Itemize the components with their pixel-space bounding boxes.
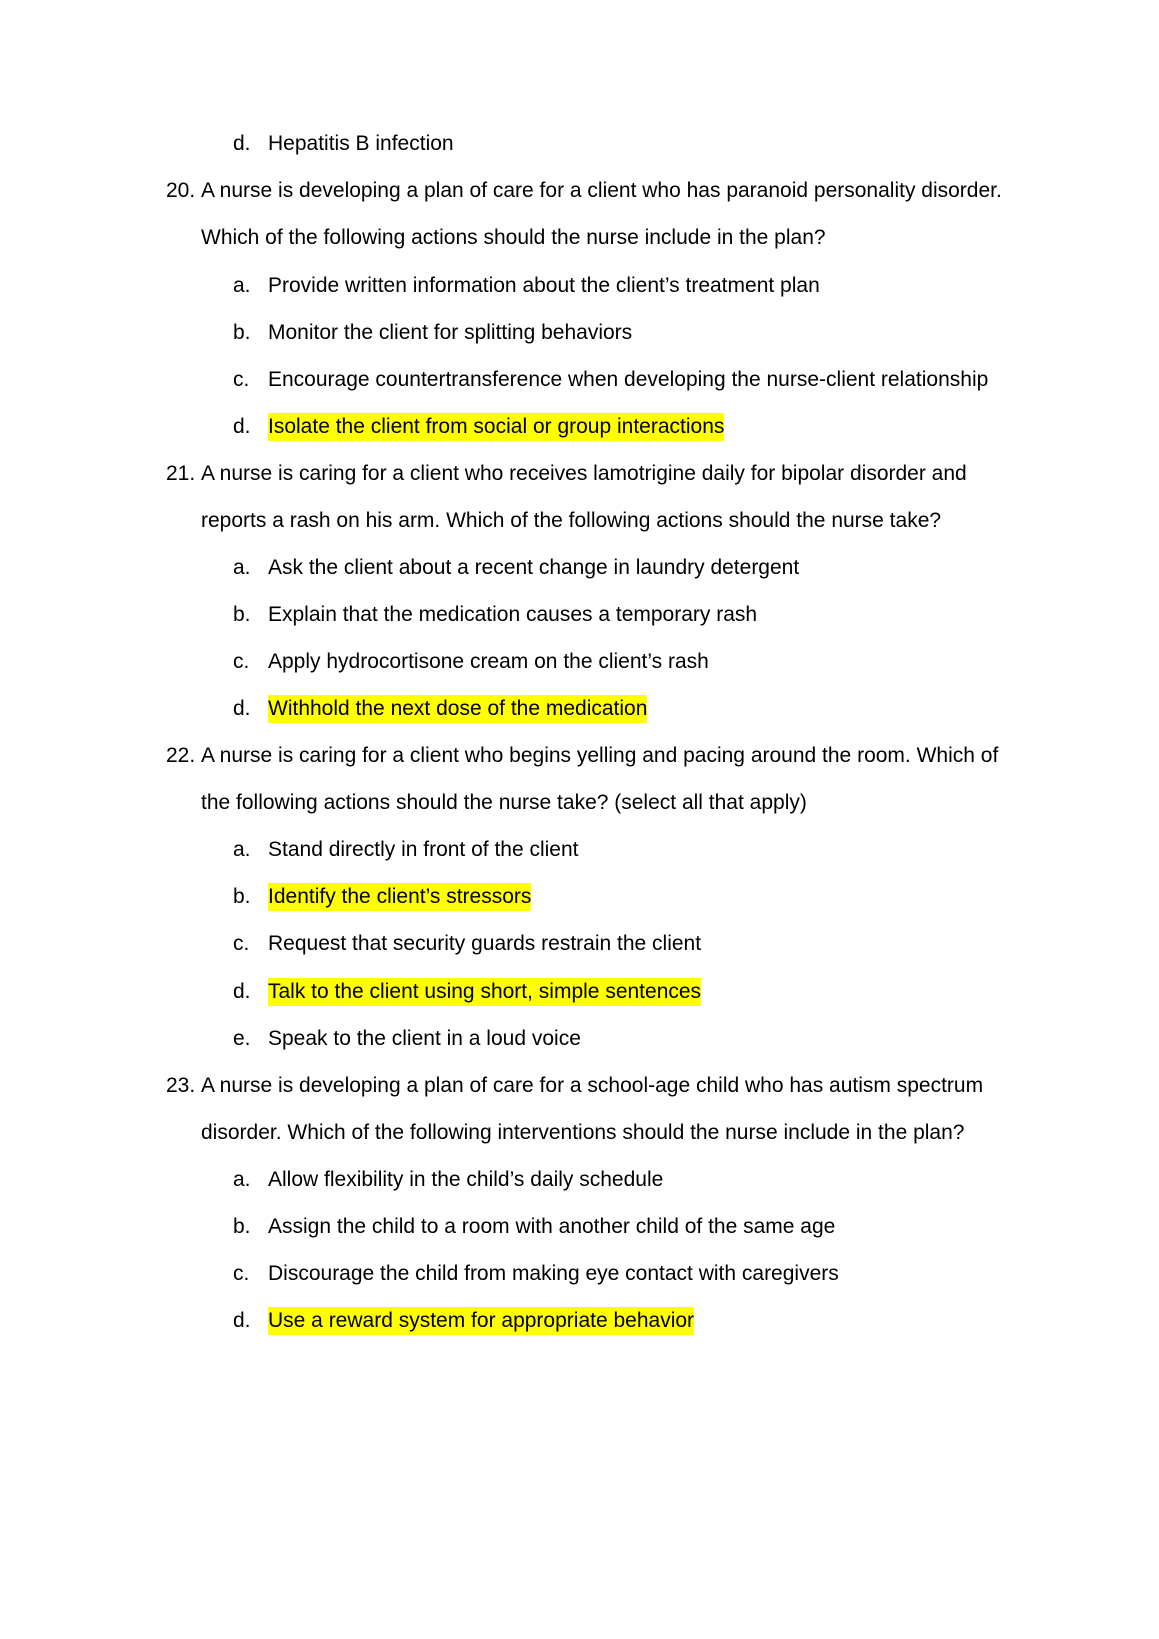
option-text: Stand directly in front of the client (268, 838, 579, 861)
question-number: 20. (166, 179, 196, 202)
option-letter: d. (233, 415, 251, 438)
option-text: Discourage the child from making eye contact with caregivers (268, 1262, 839, 1285)
option-text: Provide written information about the client’s treatment plan (268, 274, 820, 297)
option-letter: d. (233, 980, 251, 1003)
option-letter: a. (233, 838, 251, 861)
question-text-line: the following actions should the nurse take? (select all that apply) (201, 791, 807, 814)
option-letter: b. (233, 321, 251, 344)
option-text: Request that security guards restrain the client (268, 932, 702, 955)
highlighted-answer: Identify the client’s stressors (268, 883, 531, 911)
question-number: 21. (166, 462, 196, 485)
option-letter: c. (233, 1262, 250, 1285)
option-text: Allow flexibility in the child’s daily schedule (268, 1168, 664, 1191)
question-text-line: A nurse is developing a plan of care for a client who has paranoid personality disorder. (201, 179, 1002, 202)
question-number: 23. (166, 1074, 196, 1097)
option-letter: a. (233, 274, 251, 297)
highlighted-answer: Talk to the client using short, simple sentences (268, 978, 701, 1006)
highlighted-answer: Use a reward system for appropriate behavior (268, 1307, 694, 1335)
question-text-line: A nurse is caring for a client who begins yelling and pacing around the room. Which of (201, 744, 999, 767)
option-text: Hepatitis B infection (268, 132, 454, 155)
option-letter: c. (233, 932, 250, 955)
option-text: Monitor the client for splitting behaviors (268, 321, 633, 344)
option-letter: a. (233, 556, 251, 579)
option-letter: b. (233, 603, 251, 626)
option-letter: b. (233, 885, 251, 908)
question-text-line: Which of the following actions should the nurse include in the plan? (201, 226, 826, 249)
option-letter: b. (233, 1215, 251, 1238)
highlighted-answer: Isolate the client from social or group interactions (268, 413, 724, 441)
option-letter: a. (233, 1168, 251, 1191)
option-text: Assign the child to a room with another child of the same age (268, 1215, 836, 1238)
option-text: Speak to the client in a loud voice (268, 1027, 581, 1050)
question-text-line: A nurse is caring for a client who receives lamotrigine daily for bipolar disorder and (201, 462, 967, 485)
question-text-line: A nurse is developing a plan of care for a school-age child who has autism spectrum (201, 1074, 984, 1097)
option-text: Encourage countertransference when developing the nurse-client relationship (268, 368, 989, 391)
option-letter: d. (233, 1309, 251, 1332)
option-letter: d. (233, 697, 251, 720)
option-letter: e. (233, 1027, 251, 1050)
option-letter: c. (233, 650, 250, 673)
option-letter: c. (233, 368, 250, 391)
option-text: Ask the client about a recent change in laundry detergent (268, 556, 800, 579)
question-text-line: disorder. Which of the following interventions should the nurse include in the plan? (201, 1121, 965, 1144)
option-text: Explain that the medication causes a temporary rash (268, 603, 758, 626)
option-text: Apply hydrocortisone cream on the client’s rash (268, 650, 709, 673)
highlighted-answer: Withhold the next dose of the medication (268, 695, 647, 723)
question-number: 22. (166, 744, 196, 767)
question-text-line: reports a rash on his arm. Which of the following actions should the nurse take? (201, 509, 942, 532)
option-letter: d. (233, 132, 251, 155)
